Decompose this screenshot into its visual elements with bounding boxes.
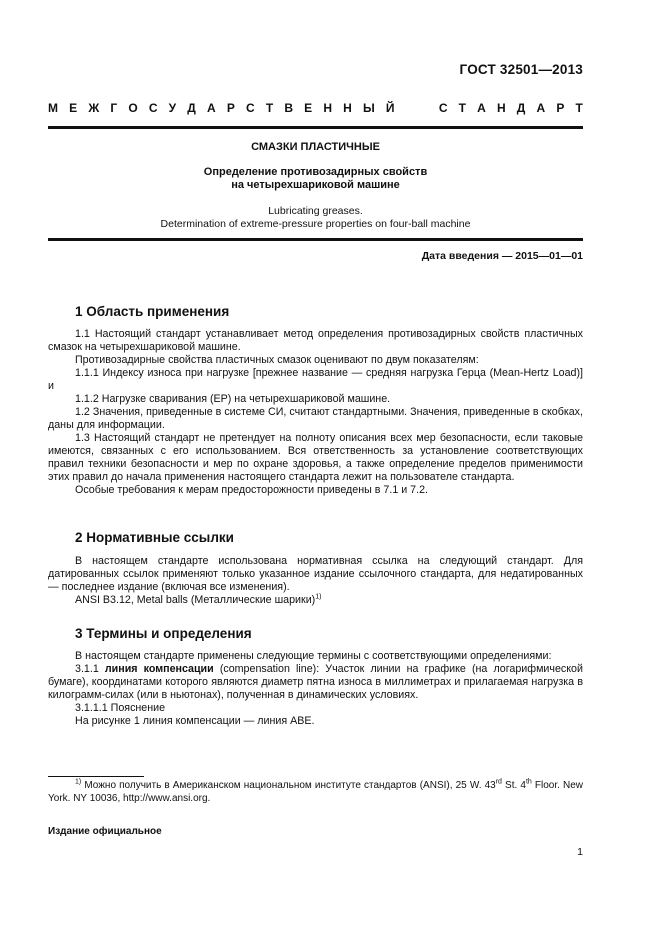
paragraph: На рисунке 1 линия компенсации — линия АВЕ. [75, 715, 315, 727]
paragraph: 1.1.2 Нагрузке сваривания (ЕР) на четырехшариковой машине. [75, 393, 391, 405]
paragraph: 1.2 Значения, приведенные в системе СИ, считают стандартными. Значения, приведенные в скобках, даны для информации. [48, 406, 583, 431]
section-3-heading: 3 Термины и определения [75, 626, 252, 641]
paragraph: ANSI B3.12, Metal balls (Металлические шарики)$^{1)}$ [75, 593, 322, 606]
paragraph: 1.1.1 Индексу износа при нагрузке [прежнее название — средняя нагрузка Герца (Mean-Hertz Load)] и [48, 367, 583, 392]
section-2-heading: 2 Нормативные ссылки [75, 530, 234, 545]
footnote-separator [48, 776, 144, 777]
paragraph: В настоящем стандарте применены следующие термины с соответствующими определениями: [75, 650, 552, 662]
document-title: СМАЗКИ ПЛАСТИЧНЫЕ [251, 141, 380, 153]
term: линия компенсации [104, 663, 214, 675]
introduction-date: Дата введения — 2015—01—01 [421, 250, 583, 262]
paragraph: 1.3 Настоящий стандарт не претендует на полноту описания всех мер безопасности, если таковые имеются, связанных с его использованием. Вся ответственность за установление соответствующих правил техники безопасности и мер по охране здоровья, а также определение пределов применимости этих правил до начала применения настоящего стандарта лежит на пользователе стандарта. [48, 432, 583, 483]
section-2-body [48, 555, 583, 607]
document-subtitle: Определение противозадирных свойств на четырехшариковой машине [203, 166, 428, 191]
paragraph: 3.1.1 линия компенсации (compensation line): Участок линии на графике (на логарифмической бумаге), координатами которого являются диаметр пятна износа в миллиметрах и прилагаемая нагрузка в килограмм-силах (или в ньютонах), полученная в динамических условиях. [48, 663, 583, 701]
edition-label: Издание официальное [48, 826, 162, 837]
document-english-title: Lubricating greases. Determination of extreme-pressure properties on four-ball machine [160, 205, 471, 230]
standard-category-title: М Е Ж Г О С У Д А Р С Т В Е Н Н Ы Й С Т А Н Д А Р Т [48, 101, 583, 115]
header-rule-bottom [48, 238, 583, 241]
section-1-heading: 1 Область применения [75, 304, 230, 319]
section-1-body [48, 328, 583, 497]
standard-number: ГОСТ 32501—2013 [459, 62, 583, 77]
footnote: $^{1)}$ Можно получить в Американском национальном институте стандартов (ANSI), 25 W. 43rd St. 4th Floor. New York. NY 10036, http://www.ansi.org. [48, 778, 584, 804]
section-3-body [48, 650, 583, 728]
paragraph: 1.1 Настоящий стандарт устанавливает метод определения противозадирных свойств пластичных смазок на четырехшариковой машине. [48, 328, 583, 353]
paragraph: Противозадирные свойства пластичных смазок оценивают по двум показателям: [75, 354, 479, 366]
footnote-ref[interactable]: 1) [315, 593, 322, 601]
paragraph: 3.1.1.1 Пояснение [75, 702, 166, 714]
paragraph: В настоящем стандарте использована нормативная ссылка на следующий стандарт. Для датированных ссылок применяют только указанное издание ссылочного стандарта, для недатированных — последнее издание (включая все изменения). [48, 555, 583, 593]
header-rule-top [48, 126, 583, 129]
page-number: 1 [577, 846, 583, 858]
paragraph: Особые требования к мерам предосторожности приведены в 7.1 и 7.2. [75, 484, 428, 496]
